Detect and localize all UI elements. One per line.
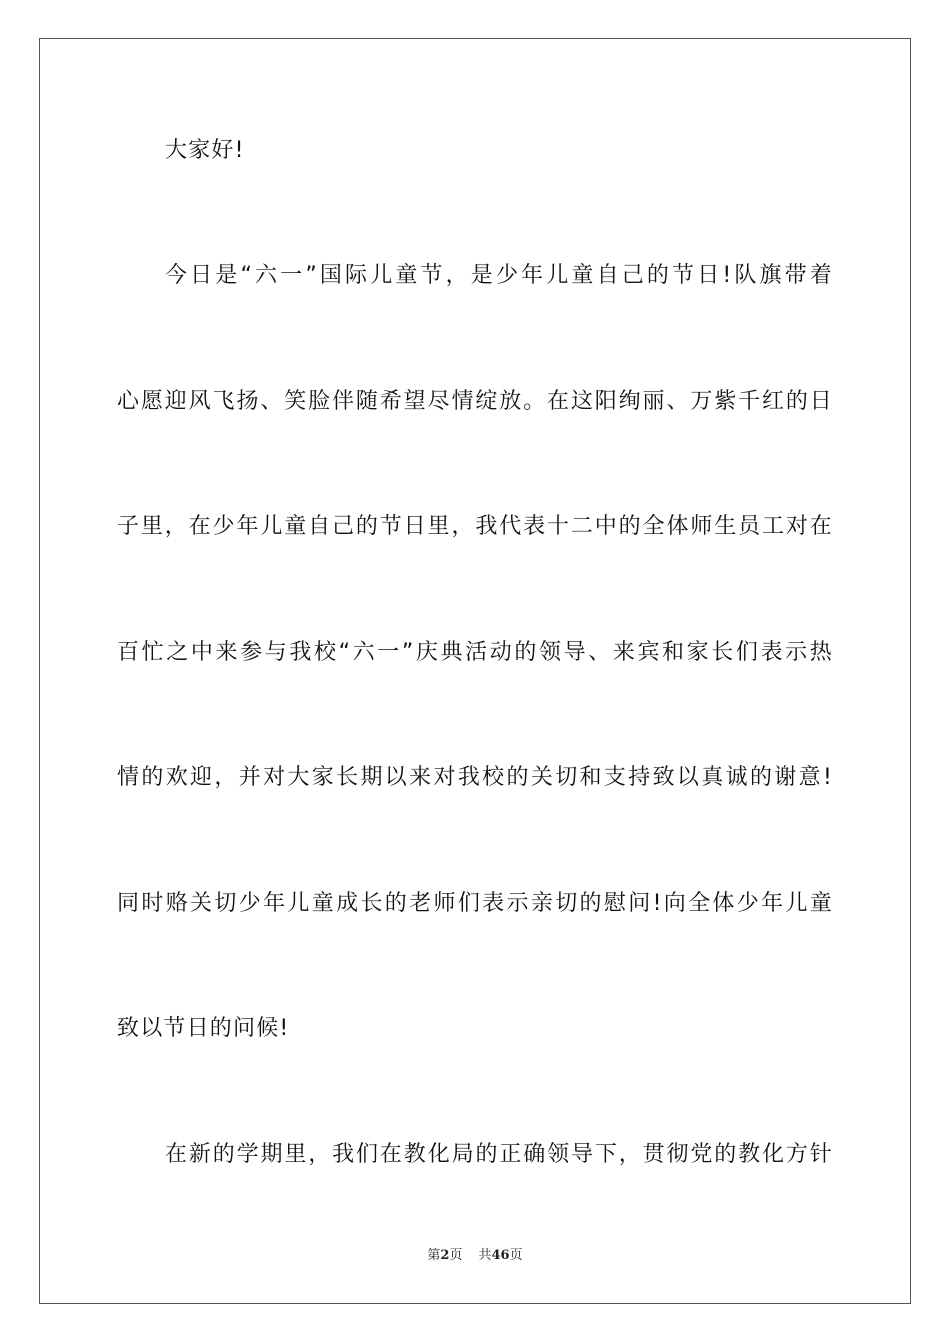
paragraph-line: 今日是“六一”国际儿童节，是少年儿童自己的节日!队旗带着 xyxy=(165,263,833,288)
paragraph-line: 在新的学期里，我们在教化局的正确领导下，贯彻党的教化方针 xyxy=(165,1142,833,1167)
greeting-line: 大家好! xyxy=(165,138,245,163)
page-number: 2 xyxy=(440,1248,450,1263)
page-border xyxy=(39,38,911,1304)
page-suffix: 页 xyxy=(449,1248,463,1263)
paragraph-line: 情的欢迎，并对大家长期以来对我校的关切和支持致以真诚的谢意! xyxy=(117,765,833,790)
paragraph-line: 心愿迎风飞扬、笑脸伴随希望尽情绽放。在这阳绚丽、万紫千红的日 xyxy=(117,389,833,414)
page-footer xyxy=(0,1248,950,1264)
paragraph-line: 百忙之中来参与我校“六一”庆典活动的领导、来宾和家长们表示热 xyxy=(117,640,833,665)
page-prefix: 第 xyxy=(427,1248,441,1263)
paragraph-line: 同时赂关切少年儿童成长的老师们表示亲切的慰问!向全体少年儿童 xyxy=(117,891,833,916)
paragraph-line: 致以节日的问候! xyxy=(117,1016,290,1041)
total-prefix: 共 xyxy=(478,1248,492,1263)
total-pages: 46 xyxy=(491,1248,510,1263)
paragraph-line: 子里，在少年儿童自己的节日里，我代表十二中的全体师生员工对在 xyxy=(117,514,833,539)
total-suffix: 页 xyxy=(509,1248,523,1263)
